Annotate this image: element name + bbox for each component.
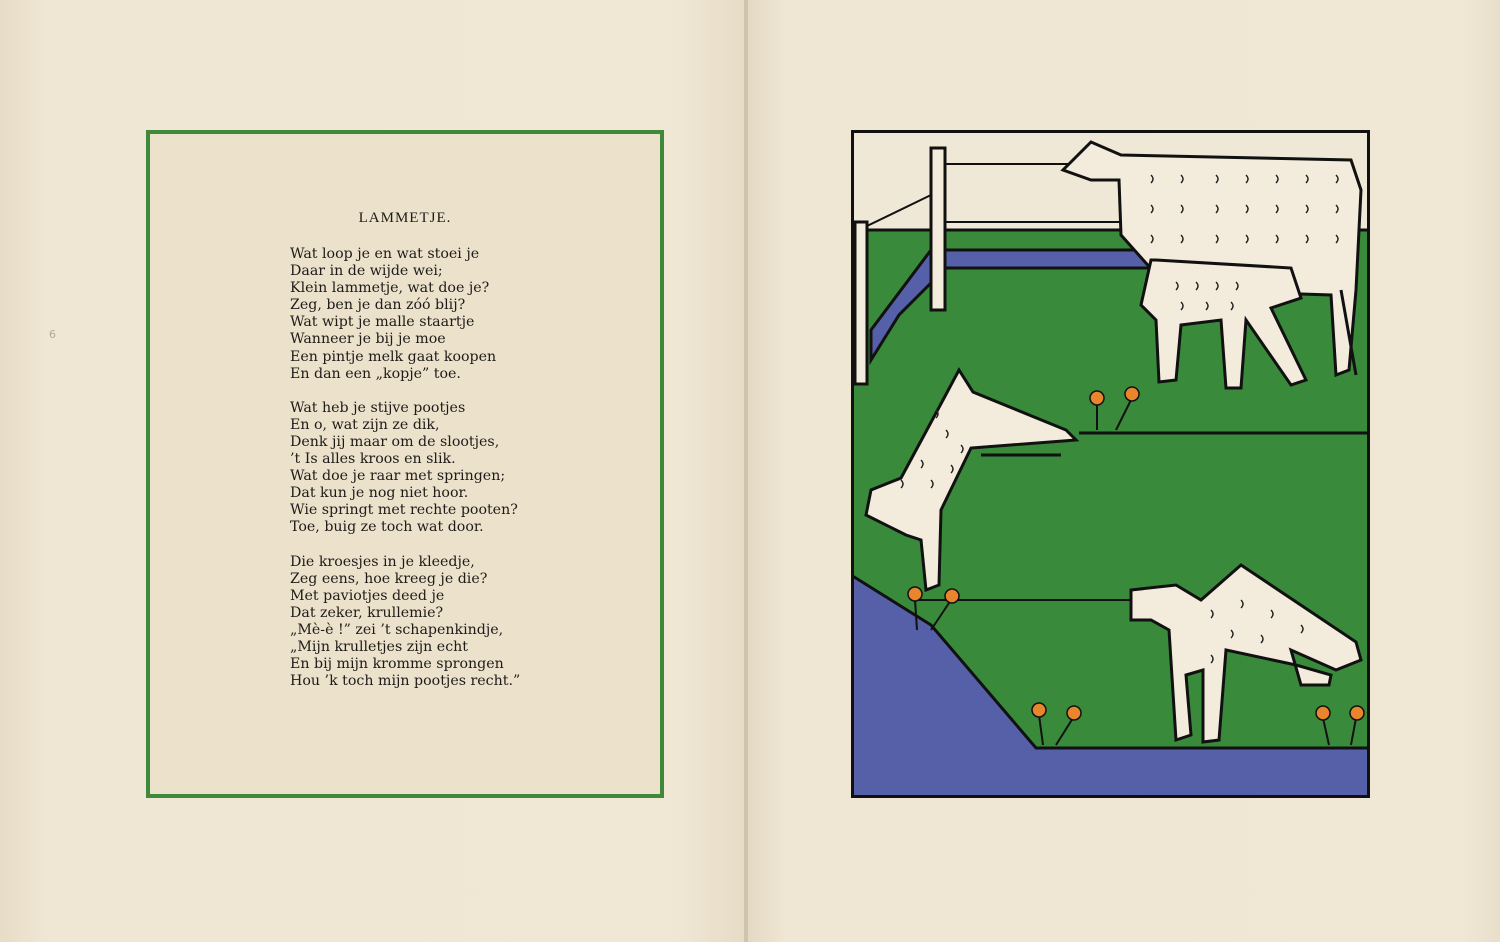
- poem-line: Die kroesjes in je kleedje,: [290, 553, 475, 570]
- stanza-2: [290, 400, 650, 537]
- poem-line: Wie springt met rechte pooten?: [290, 502, 518, 519]
- poem-line: Dat kun je nog niet hoor.: [290, 485, 469, 502]
- poem-title: LAMMETJE.: [358, 210, 452, 226]
- poem-line: En bij mijn kromme sprongen: [290, 656, 504, 673]
- poem-line: En dan een „kopje” toe.: [290, 365, 461, 382]
- poem-line: „Mijn krulletjes zijn echt: [290, 638, 468, 655]
- poem-line: Wat heb je stijve pootjes: [290, 399, 466, 416]
- poem-line: Dat zeker, krullemie?: [290, 604, 444, 621]
- poem-line: Met paviotjes deed je: [290, 587, 445, 604]
- poem-frame: [146, 130, 664, 798]
- fence-post: [855, 222, 867, 384]
- left-page: [0, 0, 746, 942]
- poem-line: Hou ’k toch mijn pootjes recht.”: [290, 673, 521, 690]
- poem-line: Wanneer je bij je moe: [290, 331, 446, 348]
- stanza-1: [290, 246, 650, 383]
- poem-line: ’t Is alles kroos en slik.: [290, 451, 456, 468]
- poem-body: [290, 246, 650, 707]
- poem-line: Wat wipt je malle staartje: [290, 314, 475, 331]
- pencil-mark: 6: [49, 328, 56, 341]
- poem-line: Zeg, ben je dan zóó blij?: [290, 297, 466, 314]
- stanza-3: [290, 554, 650, 691]
- fence-post: [931, 148, 945, 310]
- poem-line: Wat doe je raar met springen;: [290, 468, 506, 485]
- poem-line: Denk jij maar om de slootjes,: [290, 433, 500, 450]
- poem-line: „Mè-è !” zei ’t schapenkindje,: [290, 621, 504, 638]
- sheep-illustration: [851, 130, 1370, 798]
- poem-line: Daar in de wijde wei;: [290, 263, 443, 280]
- poem-line: Klein lammetje, wat doe je?: [290, 280, 490, 297]
- poem-line: Een pintje melk gaat koopen: [290, 348, 497, 365]
- poem-line: Wat loop je en wat stoei je: [290, 246, 480, 262]
- poem-line: Zeg eens, hoe kreeg je die?: [290, 570, 488, 587]
- poem-line: En o, wat zijn ze dik,: [290, 416, 440, 433]
- poem-line: Toe, buig ze toch wat door.: [290, 519, 484, 536]
